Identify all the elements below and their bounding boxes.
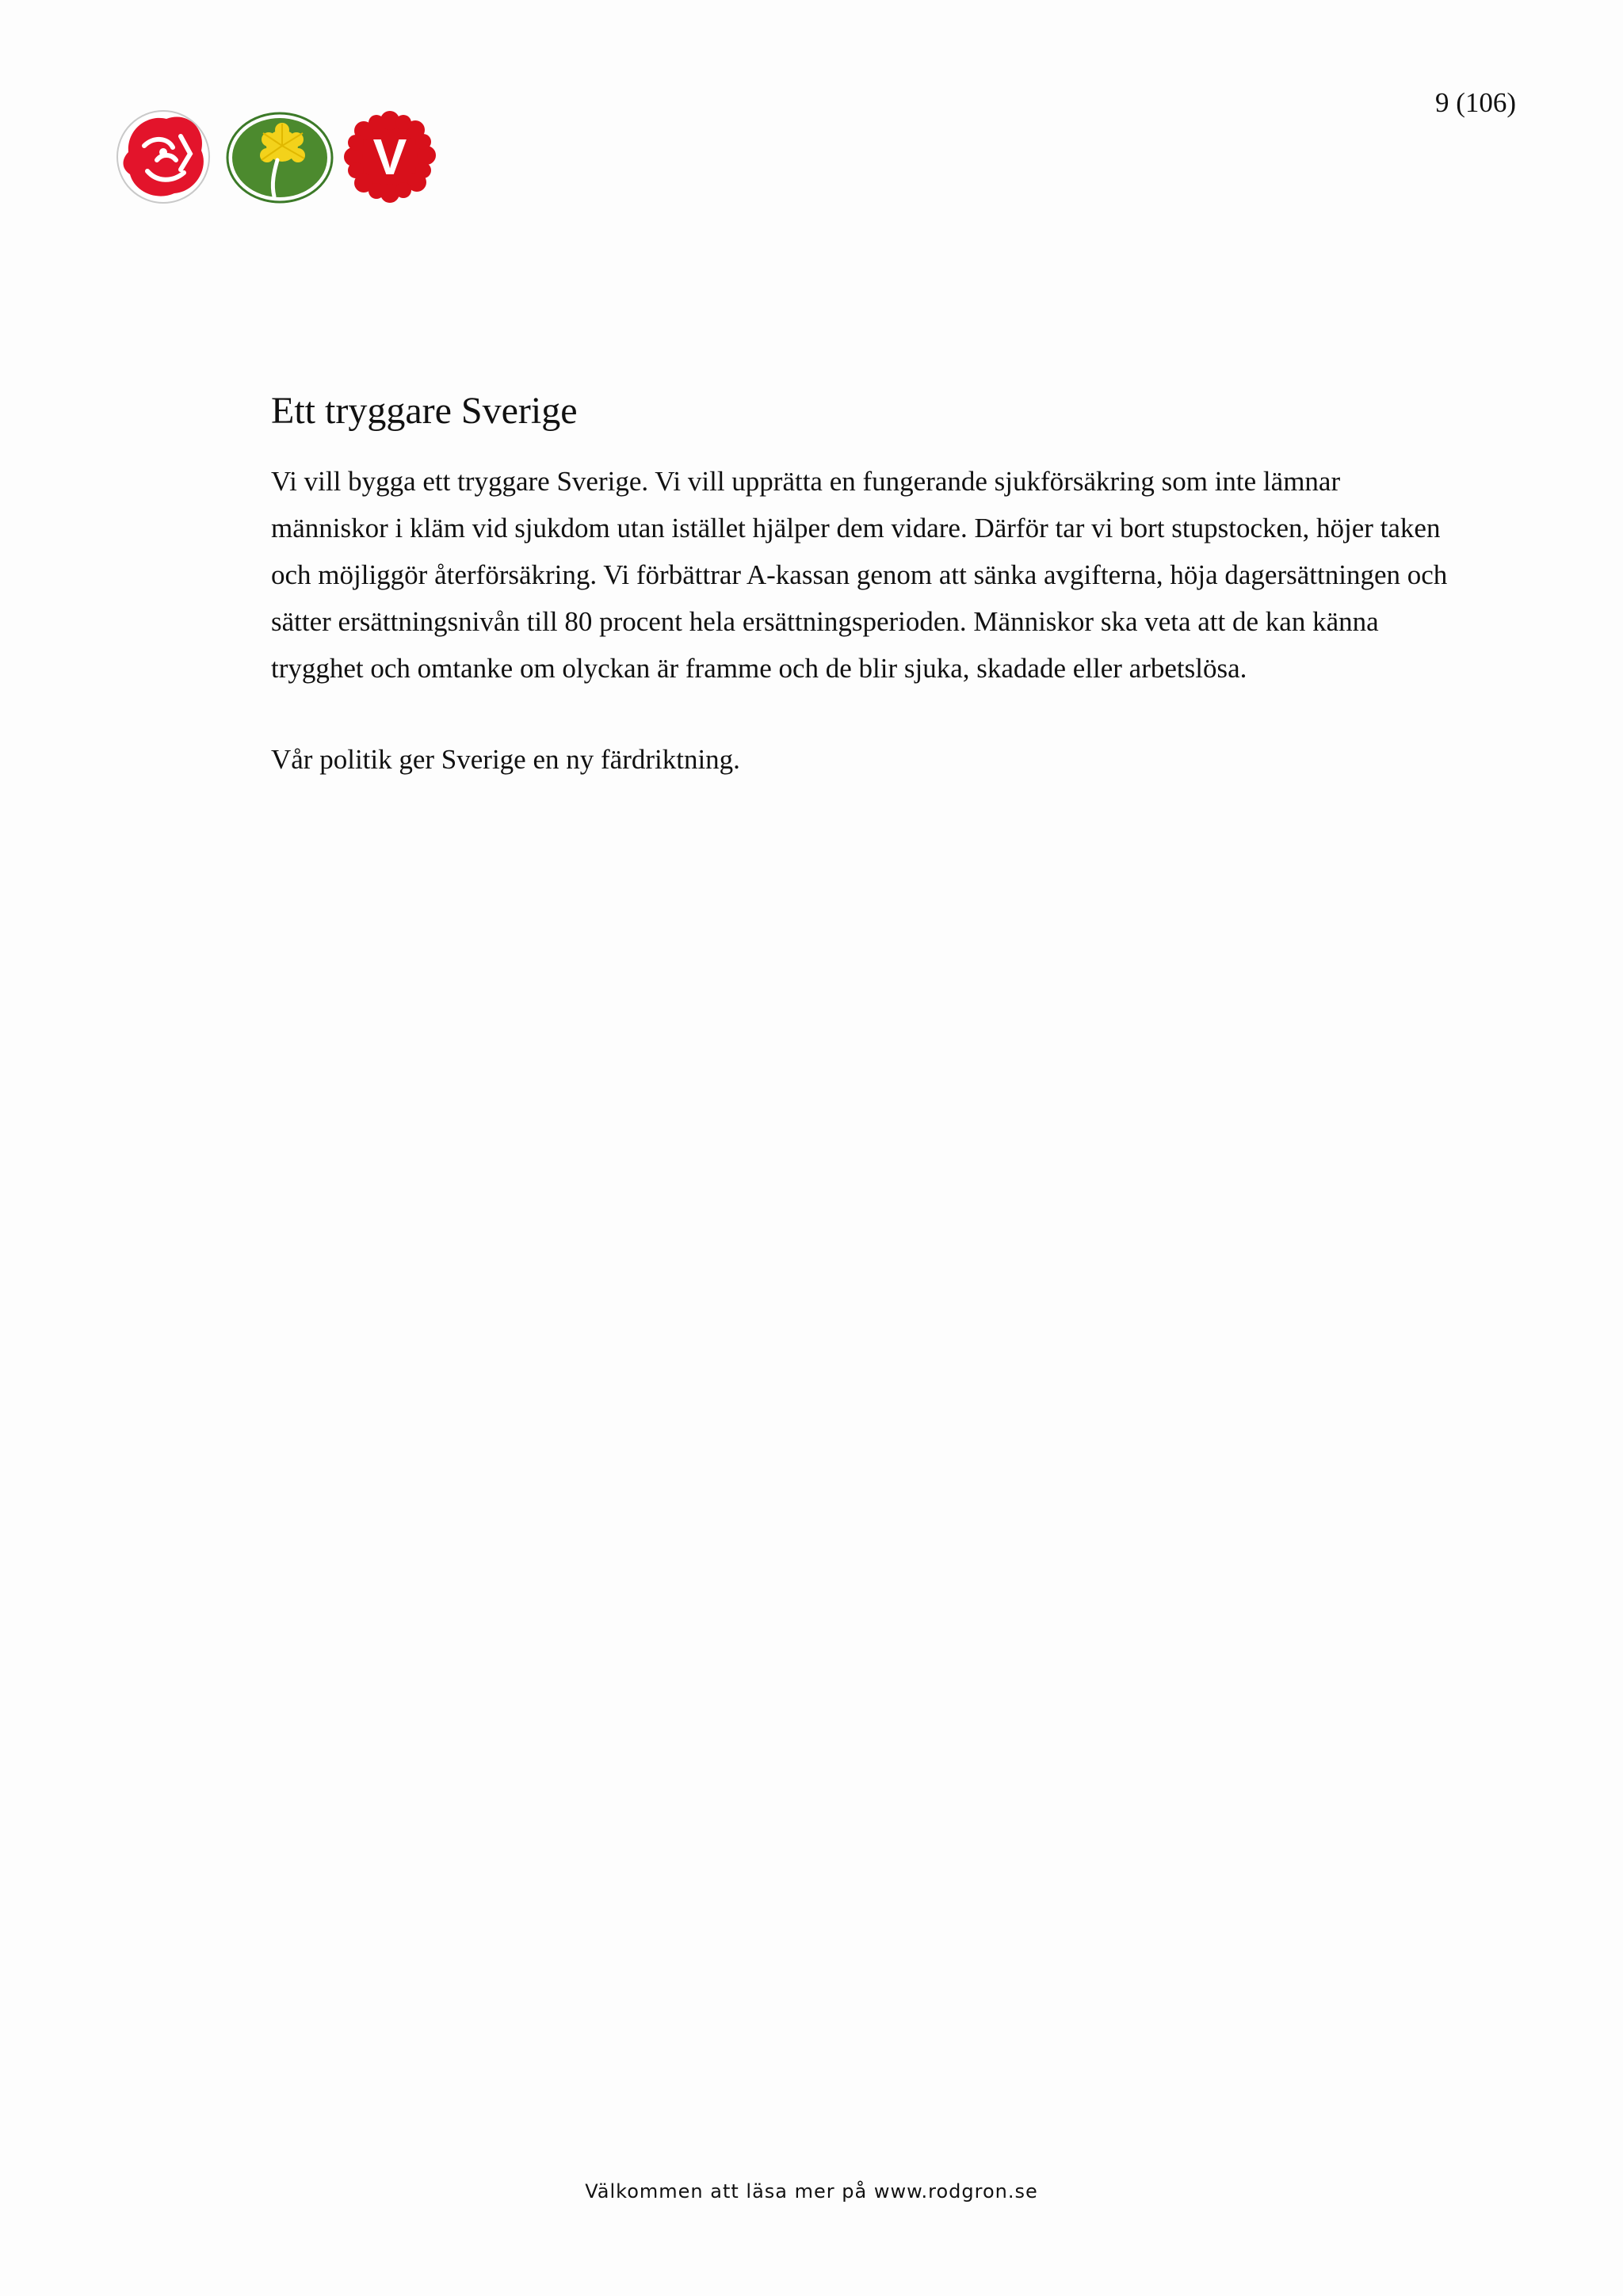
body-paragraph: Vår politik ger Sverige en ny färdriktning. [271,744,740,775]
socialdemokraterna-rose-logo [113,105,216,208]
vansterpartiet-v-logo [342,109,437,204]
section-heading: Ett tryggare Sverige [271,390,578,432]
footer-note: Välkommen att läsa mer på www.rodgron.se [585,2180,1038,2203]
svg-text:V: V [372,128,407,185]
party-logos [113,105,445,209]
paragraph-spacer [271,692,1460,736]
miljopartiet-dandelion-logo [225,111,334,204]
main-content [271,387,1460,783]
page-number: 9 (106) [1434,87,1516,118]
body-paragraph: Vi vill bygga ett tryggare Sverige. Vi vill upprätta en fungerande sjukförsäkring som inte lämnar människor i kläm vid sjukdom utan istället hjälper dem vidare. Därför tar vi bort stupstocken, höjer taken och möjliggör återförsäkring. Vi förbättrar A-kassan genom att sänka avgifterna, höja dagersättningen och sätter ersättningsnivån till 80 procent hela ersättningsperioden. Människor ska veta att de kan känna trygghet och omtanke om olyckan är framme och de blir sjuka, skadade eller arbetslösa. [271,466,1448,684]
